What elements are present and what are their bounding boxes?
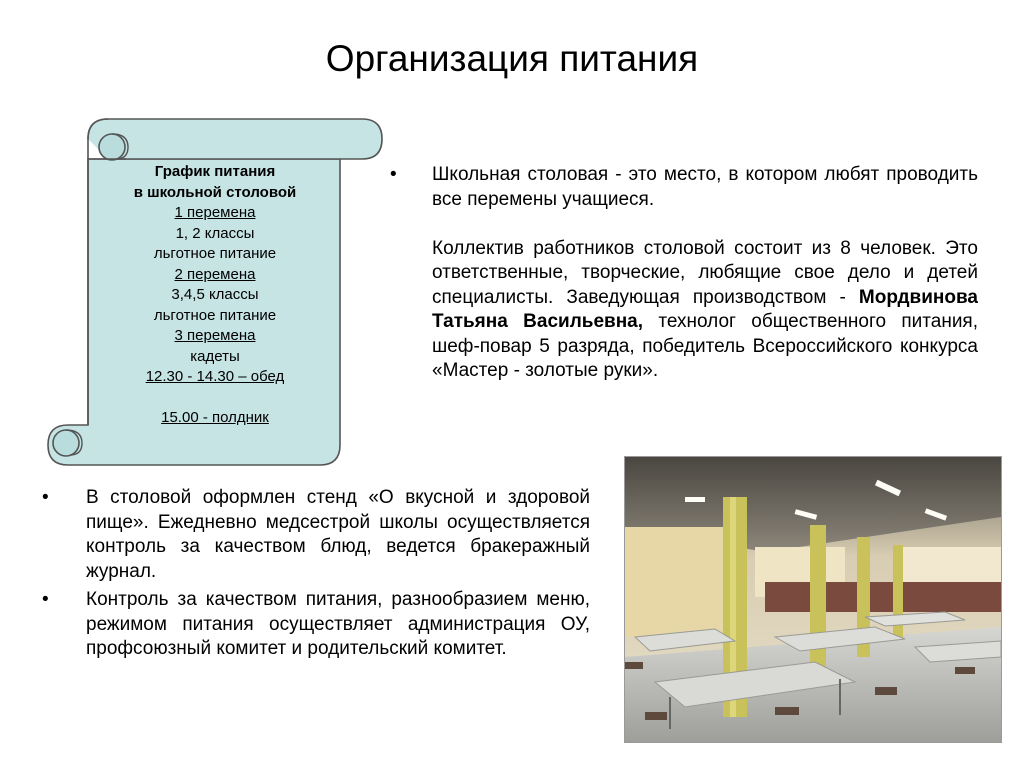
schedule-snack: 15.00 - полдник	[161, 409, 269, 426]
schedule-break-2-who: 3,4,5 классы	[171, 286, 259, 303]
intro-paragraph-2-start: Коллектив работников столовой состоит из 8 человек. Это ответственные, творческие, любящие свое дело и детей специалисты. Заведующая производством -	[432, 237, 978, 308]
list-bullet: •	[42, 487, 49, 508]
schedule-break-2-note: льготное питание	[153, 306, 277, 324]
schedule-break-1: 1 перемена	[174, 204, 256, 221]
canteen-illustration	[625, 457, 1001, 742]
page-title: Организация питания	[325, 38, 699, 79]
list-item-text: Контроль за качеством питания, разнообразием меню, режимом питания осуществляет администрация ОУ, профсоюзный комитет и родительский комитет.	[86, 589, 590, 659]
schedule-text	[90, 162, 340, 429]
list-bullet: •	[42, 589, 49, 610]
info-list	[42, 486, 590, 666]
canteen-photo	[624, 456, 1002, 743]
intro-paragraph-2	[432, 237, 978, 384]
schedule-heading-1: График питания	[154, 163, 276, 180]
manager-name: Мордвинова Татьяна Васильевна,	[432, 286, 978, 332]
schedule-break-1-who: 1, 2 классы	[175, 224, 255, 242]
list-item-text: В столовой оформлен стенд «О вкусной и здоровой пище». Ежедневно медсестрой школы осуществляется контроль за качеством блюд, ведется бракеражный журнал.	[86, 487, 590, 582]
intro-bullet: •	[390, 164, 397, 185]
intro-paragraph-1: Школьная столовая - это место, в котором любят проводить все перемены учащиеся.	[432, 164, 978, 210]
schedule-heading-2: в школьной столовой	[133, 183, 297, 201]
intro-paragraph-2-end: технолог общественного питания, шеф-повар 5 разряда, победитель Всероссийского конкурса «Мастер - золотые руки».	[432, 311, 979, 381]
list-item	[42, 588, 590, 662]
list-item	[42, 486, 590, 584]
schedule-break-3: 3 перемена	[174, 327, 256, 344]
schedule-break-3-who: кадеты	[190, 347, 240, 365]
schedule-break-1-note: льготное питание	[153, 245, 277, 262]
schedule-break-2: 2 перемена	[174, 265, 256, 283]
schedule-lunch: 12.30 - 14.30 – обед	[145, 368, 285, 385]
